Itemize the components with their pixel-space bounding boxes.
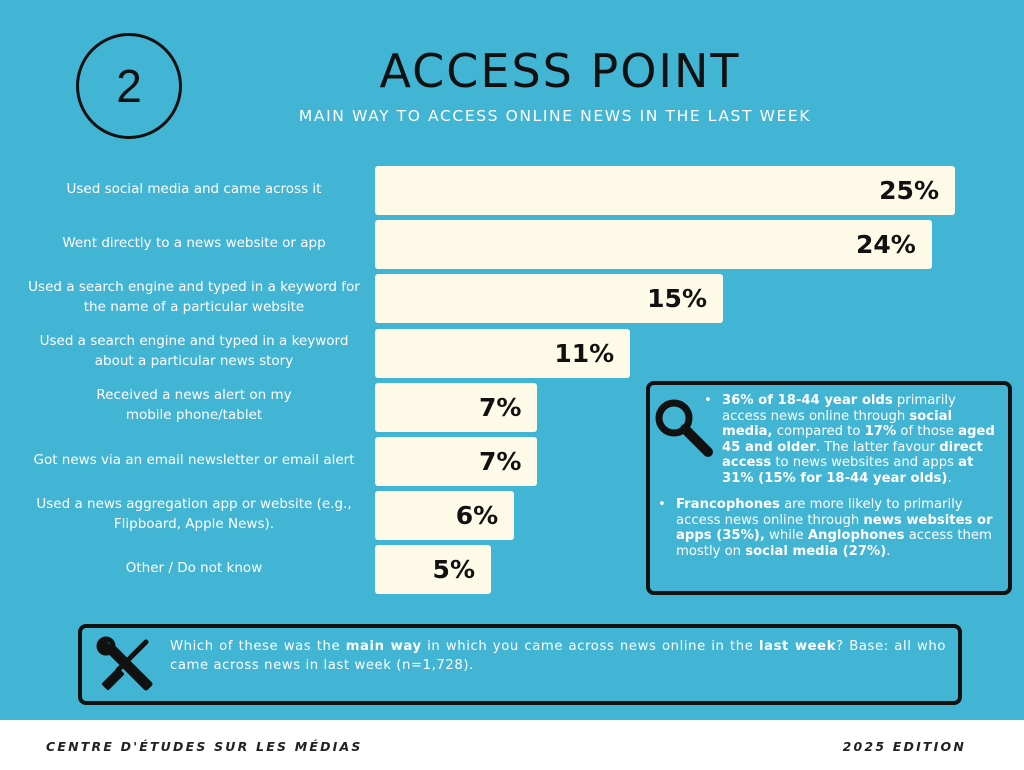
bar-value-label: 24% — [855, 230, 916, 260]
footer-edition: 2025 EDITION — [842, 739, 966, 754]
page-title: ACCESS POINT — [379, 44, 741, 98]
section-number-badge — [76, 33, 182, 139]
footer-publisher: CENTRE D'ÉTUDES SUR LES MÉDIAS — [46, 739, 363, 754]
category-label: Used a news aggregation app or website (e.g., Flipboard, Apple News). — [36, 495, 352, 532]
category-label: Went directly to a news website or app — [62, 234, 326, 251]
category-label: Used social media and came across it — [66, 180, 322, 197]
bar-value-label: 5% — [432, 555, 475, 585]
bar-value-label: 11% — [554, 338, 615, 368]
category-label: Other / Do not know — [125, 559, 263, 576]
insight-item: • 36% of 18-44 year olds primarily access news online through social media, compared to 17% of those aged 45 and older. The latter favour direct access to news websites and apps at 31% (15% for 18-44 year olds). — [676, 393, 996, 486]
category-label: Received a news alert on my mobile phone/tablet — [96, 387, 292, 424]
bar-value-label: 15% — [647, 284, 707, 314]
insight-list — [676, 393, 996, 559]
bar-value-label: 25% — [879, 176, 939, 205]
question-text: Which of these was the main way in which you came across news online in the last week? Base: all who came across news in last week (n=1,728). — [170, 639, 946, 673]
page-subtitle: MAIN WAY TO ACCESS ONLINE NEWS IN THE LAST WEEK — [298, 107, 812, 125]
bar-value-label: 7% — [478, 392, 522, 422]
section-number: 2 — [116, 60, 142, 112]
insight-item: • Francophones are more likely to primarily access news online through news websites or apps (35%), while Anglophones access them mostly on social media (27%). — [676, 497, 996, 559]
tools-icon — [96, 636, 154, 692]
bar-value-label: 7% — [478, 447, 522, 476]
category-label: Got news via an email newsletter or email alert — [33, 451, 355, 468]
bar-value-label: 6% — [455, 501, 499, 531]
category-label: Used a search engine and typed in a keyword for the name of a particular website — [28, 278, 360, 315]
category-label: Used a search engine and typed in a keyword about a particular news story — [39, 333, 349, 370]
